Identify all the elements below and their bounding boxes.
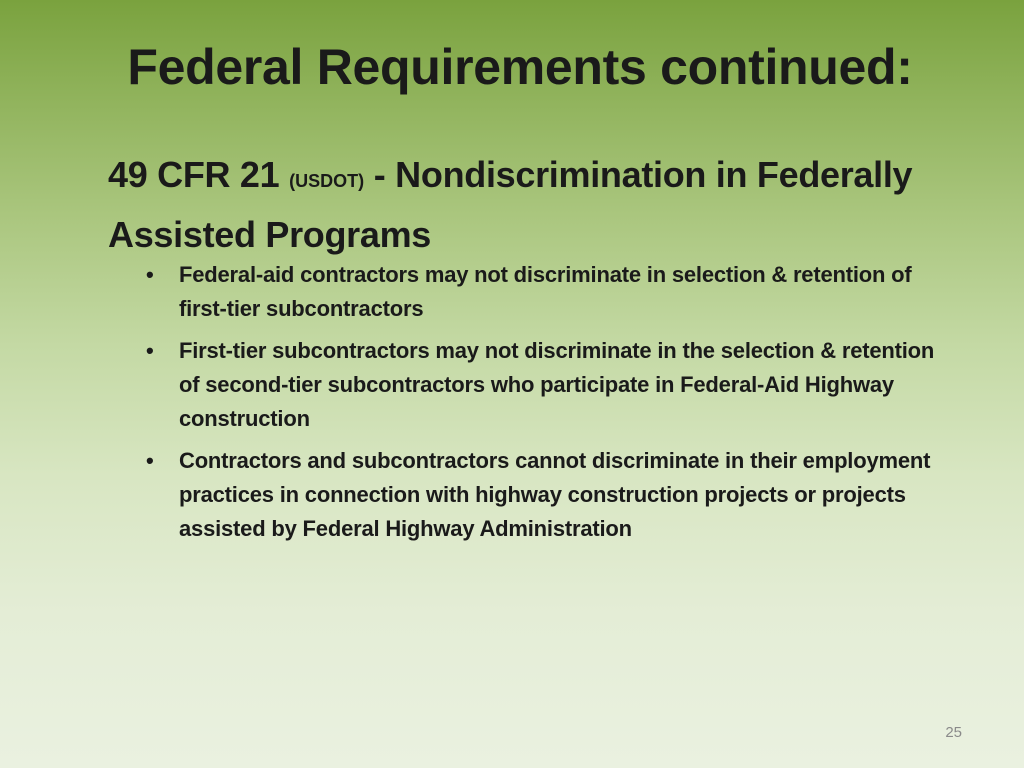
heading-agency: (USDOT): [289, 171, 365, 191]
page-number: 25: [945, 724, 962, 741]
bullet-list: [146, 258, 946, 554]
slide-title: Federal Requirements continued:: [127, 39, 913, 95]
bullet-text: Federal-aid contractors may not discriminate in selection & retention of first-tier subcontractors: [179, 262, 912, 321]
list-item: [146, 444, 946, 546]
bullet-icon: •: [146, 338, 154, 363]
list-item: [146, 258, 946, 326]
bullet-text: Contractors and subcontractors cannot discriminate in their employment practices in connection with highway construction projects or projects assisted by Federal Highway Administration: [179, 448, 931, 541]
list-item: [146, 334, 946, 436]
heading-subject: - Nondiscrimination in Federally Assisted Programs: [108, 154, 913, 255]
bullet-icon: •: [146, 448, 154, 473]
heading-regulation: 49 CFR 21: [108, 154, 290, 195]
bullet-text: First-tier subcontractors may not discriminate in the selection & retention of second-tier subcontractors who participate in Federal-Aid Highway construction: [179, 338, 935, 431]
bullet-icon: •: [146, 262, 154, 287]
section-heading: [108, 148, 928, 262]
